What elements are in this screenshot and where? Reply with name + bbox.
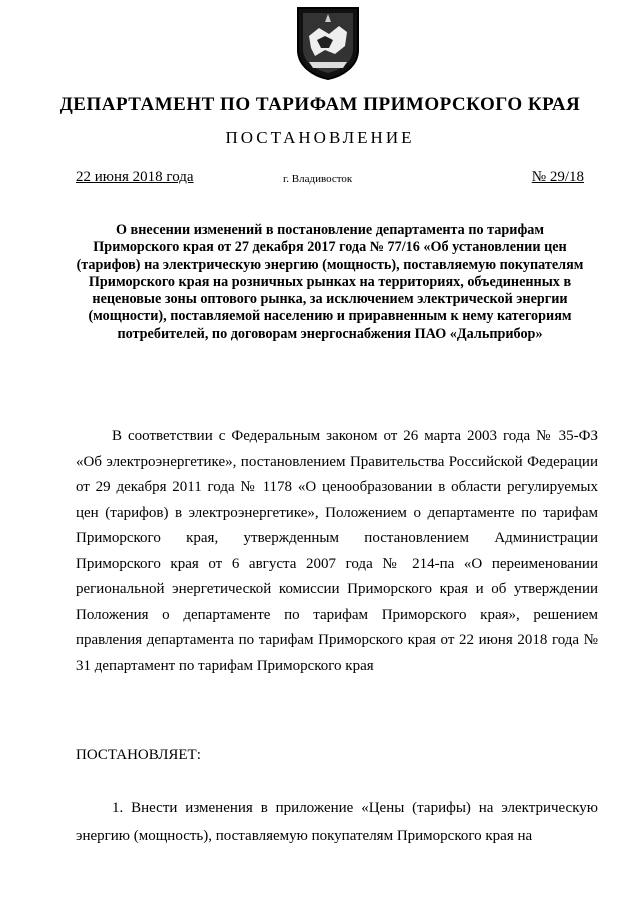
department-title: ДЕПАРТАМЕНТ ПО ТАРИФАМ ПРИМОРСКОГО КРАЯ [59, 94, 581, 115]
document-number: № 29/18 [531, 169, 584, 185]
document-subject: О внесении изменений в постановление департамента по тарифам Приморского края от 27 декабря 2017 года № 77/16 «Об установлении цен (тарифов) на электрическую энергию (мощность), поставляемую покупателям Приморского края на розничных рынках на территориях, объединенных в неценовые зоны оптового рынка, за исключением электрической энергии (мощности), поставляемой населению и приравненным к нему категориям потребителей, по договорам энергоснабжения ПАО «Дальприбор» [76, 222, 584, 342]
resolves-heading: ПОСТАНОВЛЯЕТ: [76, 747, 201, 763]
item-1-paragraph: 1. Внести изменения в приложение «Цены (тарифы) на электрическую энергию (мощность), поставляемую покупателям Приморского края на [76, 800, 598, 844]
coat-of-arms-icon [295, 6, 361, 80]
document-city: г. Владивосток [283, 173, 353, 185]
preamble-paragraph: В соответствии с Федеральным законом от 26 марта 2003 года № 35-ФЗ «Об электроэнергетике», постановлением Правительства Российской Федерации от 29 декабря 2011 года № 1178 «О ценообразовании в области регулируемых цен (тарифов) в электроэнергетике», Положением о департаменте по тарифам Приморского края, утвержденным постановлением Администрации Приморского края от 6 августа 2007 года № 214-па «О переименовании региональной энергетической комиссии Приморского края и об утверждении Положения о департаменте по тарифам Приморского края», решением правления департамента по тарифам Приморского края от 22 июня 2018 года № 31 департамент по тарифам Приморского края [76, 428, 598, 674]
document-date: 22 июня 2018 года [76, 169, 194, 185]
document-type: ПОСТАНОВЛЕНИЕ [225, 128, 415, 147]
